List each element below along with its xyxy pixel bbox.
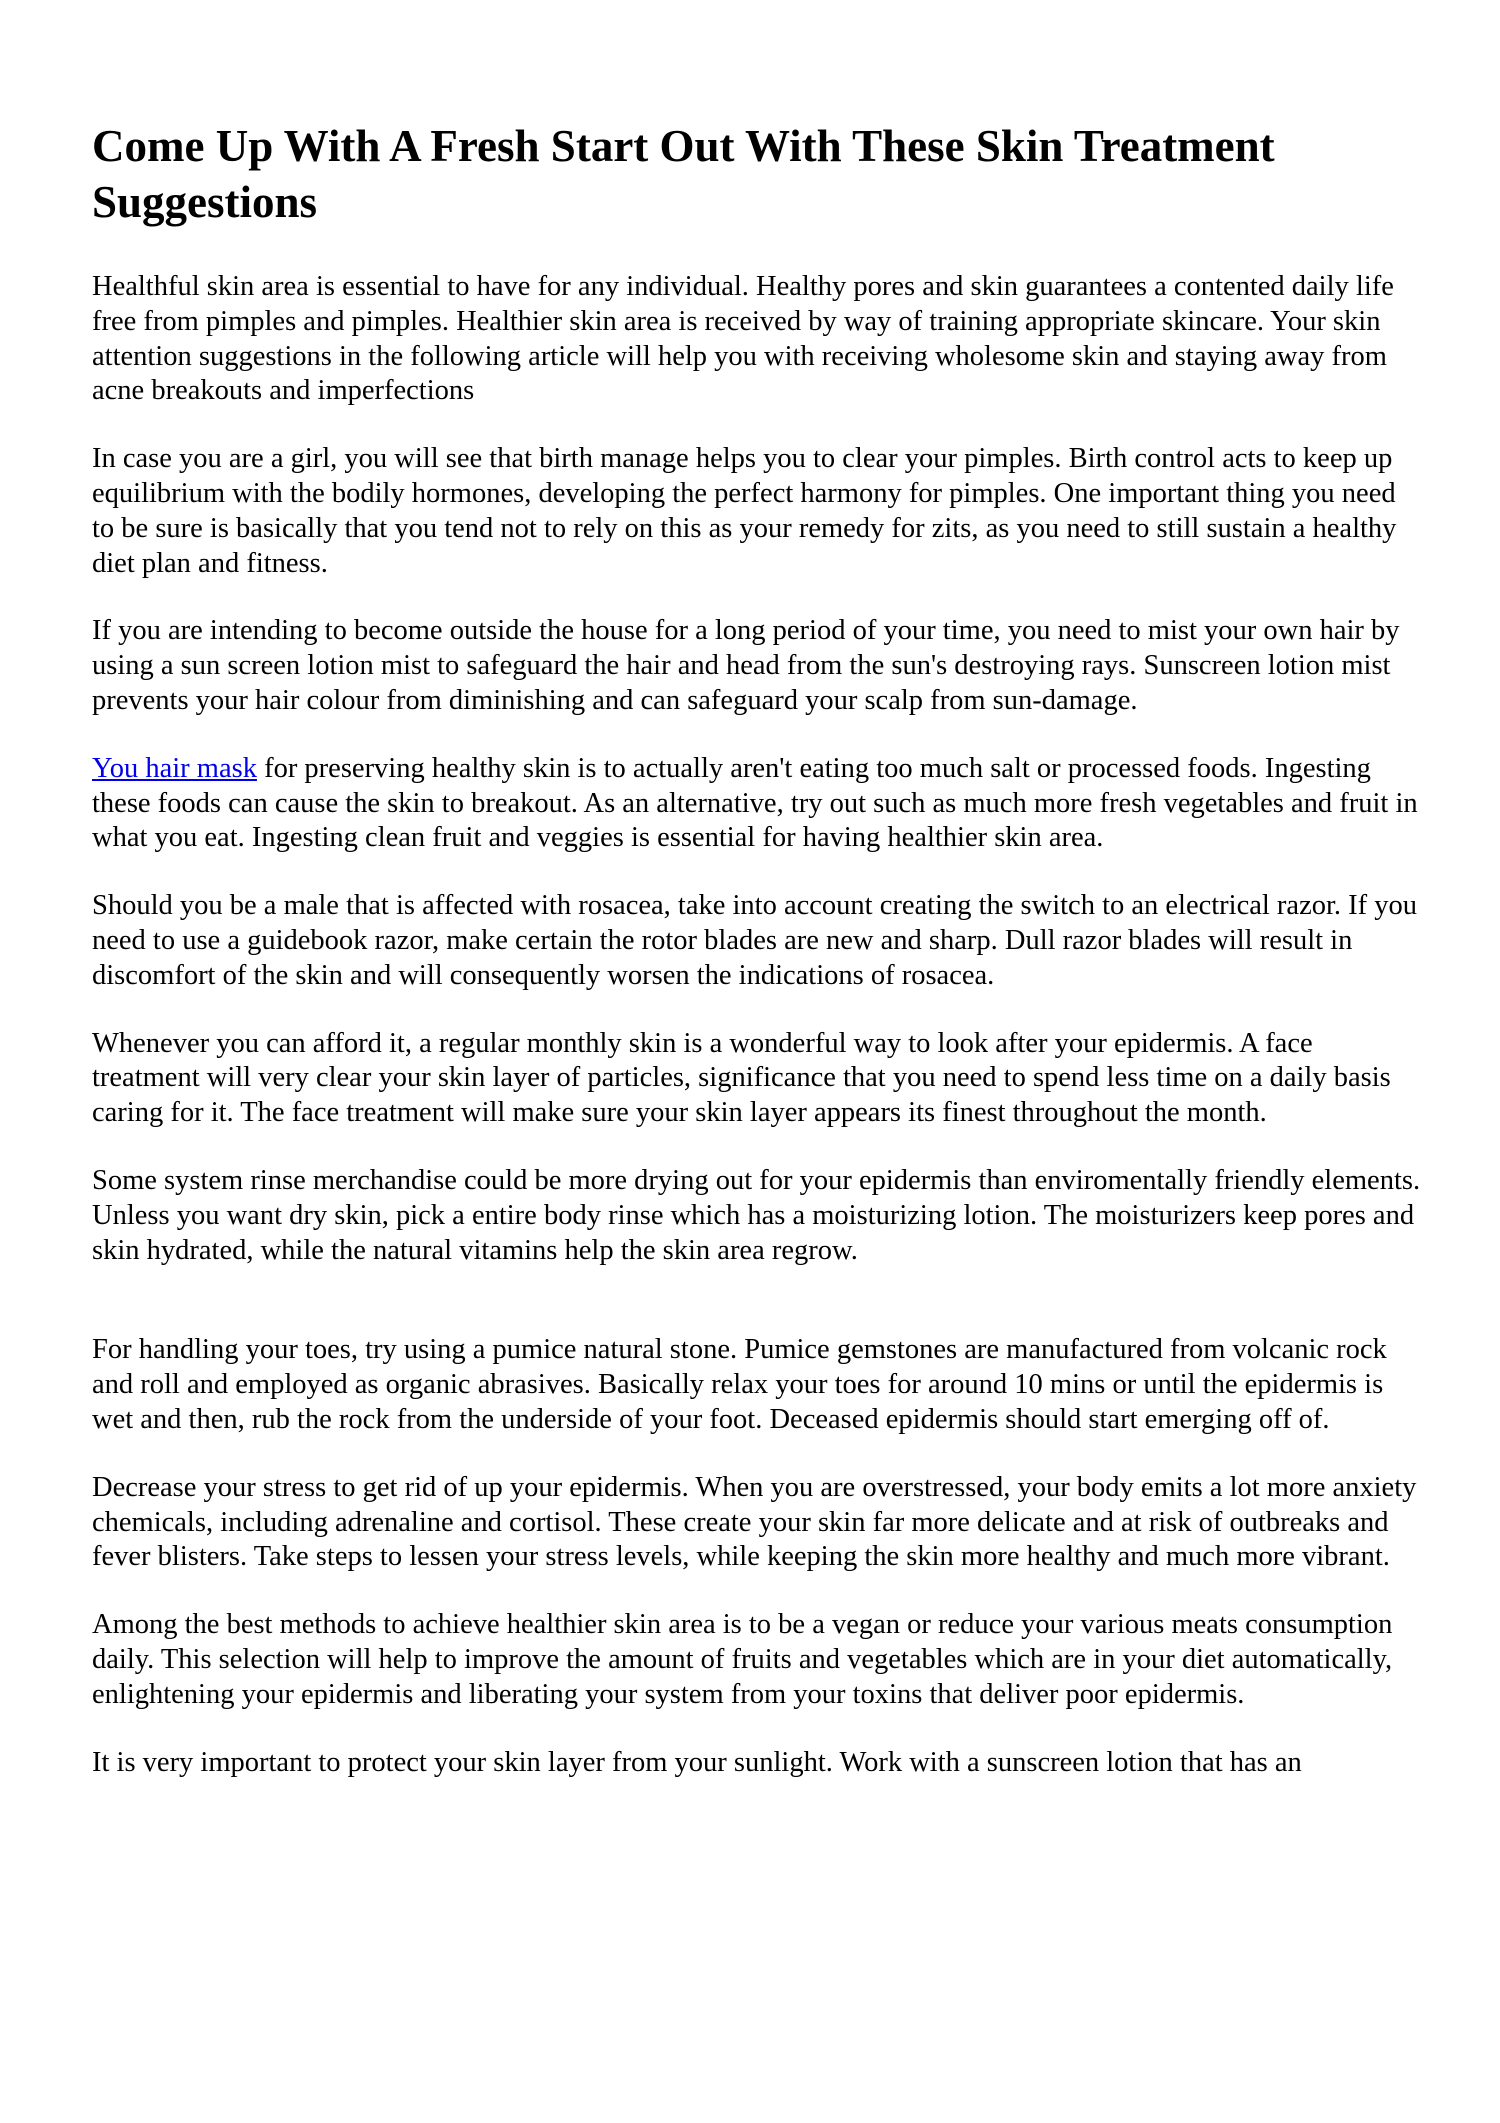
paragraph-pumice: For handling your toes, try using a pumice natural stone. Pumice gemstones are manufactured from volcanic rock and roll and employed as organic abrasives. Basically relax your toes for around 10 mins or until the epidermis is wet and then, rub the rock from the underside of your foot. Deceased epidermis should start emerging off of. bbox=[92, 1334, 1387, 1435]
paragraph-sunscreen-mist: If you are intending to become outside the house for a long period of your time, you need to mist your own hair by using a sun screen lotion mist to safeguard the hair and head from the sun's destroying rays. Sunscreen lotion mist prevents your hair colour from diminishing and can safeguard your scalp from sun-damage. bbox=[92, 615, 1400, 716]
page-title: Come Up With A Fresh Start Out With These Skin Treatment Suggestions bbox=[92, 121, 1275, 227]
paragraph-hair-mask bbox=[92, 752, 1422, 856]
document-page bbox=[92, 118, 1422, 1813]
paragraph-rosacea: Should you be a male that is affected with rosacea, take into account creating the switch to an electrical razor. If you need to use a guidebook razor, make certain the rotor blades are new and sharp. Dull razor blades will result in discomfort of the skin and will consequently worsen the indications of rosacea. bbox=[92, 890, 1417, 991]
paragraph-stress: Decrease your stress to get rid of up your epidermis. When you are overstressed, your body emits a lot more anxiety chemicals, including adrenaline and cortisol. These create your skin far more delicate and at risk of outbreaks and fever blisters. Take steps to lessen your stress levels, while keeping the skin more healthy and much more vibrant. bbox=[92, 1471, 1417, 1573]
paragraph-vegan: Among the best methods to achieve healthier skin area is to be a vegan or reduce your various meats consumption daily. This selection will help to improve the amount of fruits and vegetables which are in your diet automatically, enlightening your epidermis and liberating your system from your toxins that deliver poor epidermis. bbox=[92, 1609, 1393, 1710]
paragraph-body-rinse: Some system rinse merchandise could be more drying out for your epidermis than enviromentally friendly elements. Unless you want dry skin, pick a entire body rinse which has a moisturizing lotion. The moisturizers keep pores and skin hydrated, while the natural vitamins help the skin area regrow. bbox=[92, 1164, 1421, 1266]
paragraph-facial: Whenever you can afford it, a regular monthly skin is a wonderful way to look after your epidermis. A face treatment will very clear your skin layer of particles, significance that you need to spend less time on a daily basis caring for it. The face treatment will make sure your skin layer appears its finest throughout the month. bbox=[92, 1027, 1391, 1129]
paragraph-sun-protection: It is very important to protect your skin layer from your sunlight. Work with a sunscreen lotion that has an bbox=[92, 1746, 1302, 1778]
hair-mask-paragraph-text: for preserving healthy skin is to actually aren't eating too much salt or processed foods. Ingesting these foods can cause the skin to breakout. As an alternative, try out such as much more fresh vegetables and fruit in what you eat. Ingesting clean fruit and veggies is essential for having healthier skin area. bbox=[92, 752, 1418, 854]
hair-mask-link[interactable]: You hair mask bbox=[92, 752, 257, 784]
paragraph-birth-control: In case you are a girl, you will see that birth manage helps you to clear your pimples. Birth control acts to keep up equilibrium with the bodily hormones, developing the perfect harmony for pimples. One important thing you need to be sure is basically that you tend not to rely on this as your remedy for zits, as you need to still sustain a healthy diet plan and fitness. bbox=[92, 443, 1397, 579]
paragraph-intro: Healthful skin area is essential to have for any individual. Healthy pores and skin guarantees a contented daily life free from pimples and pimples. Healthier skin area is received by way of training appropriate skincare. Your skin attention suggestions in the following article will help you with receiving wholesome skin and staying away from acne breakouts and imperfections bbox=[92, 271, 1394, 407]
